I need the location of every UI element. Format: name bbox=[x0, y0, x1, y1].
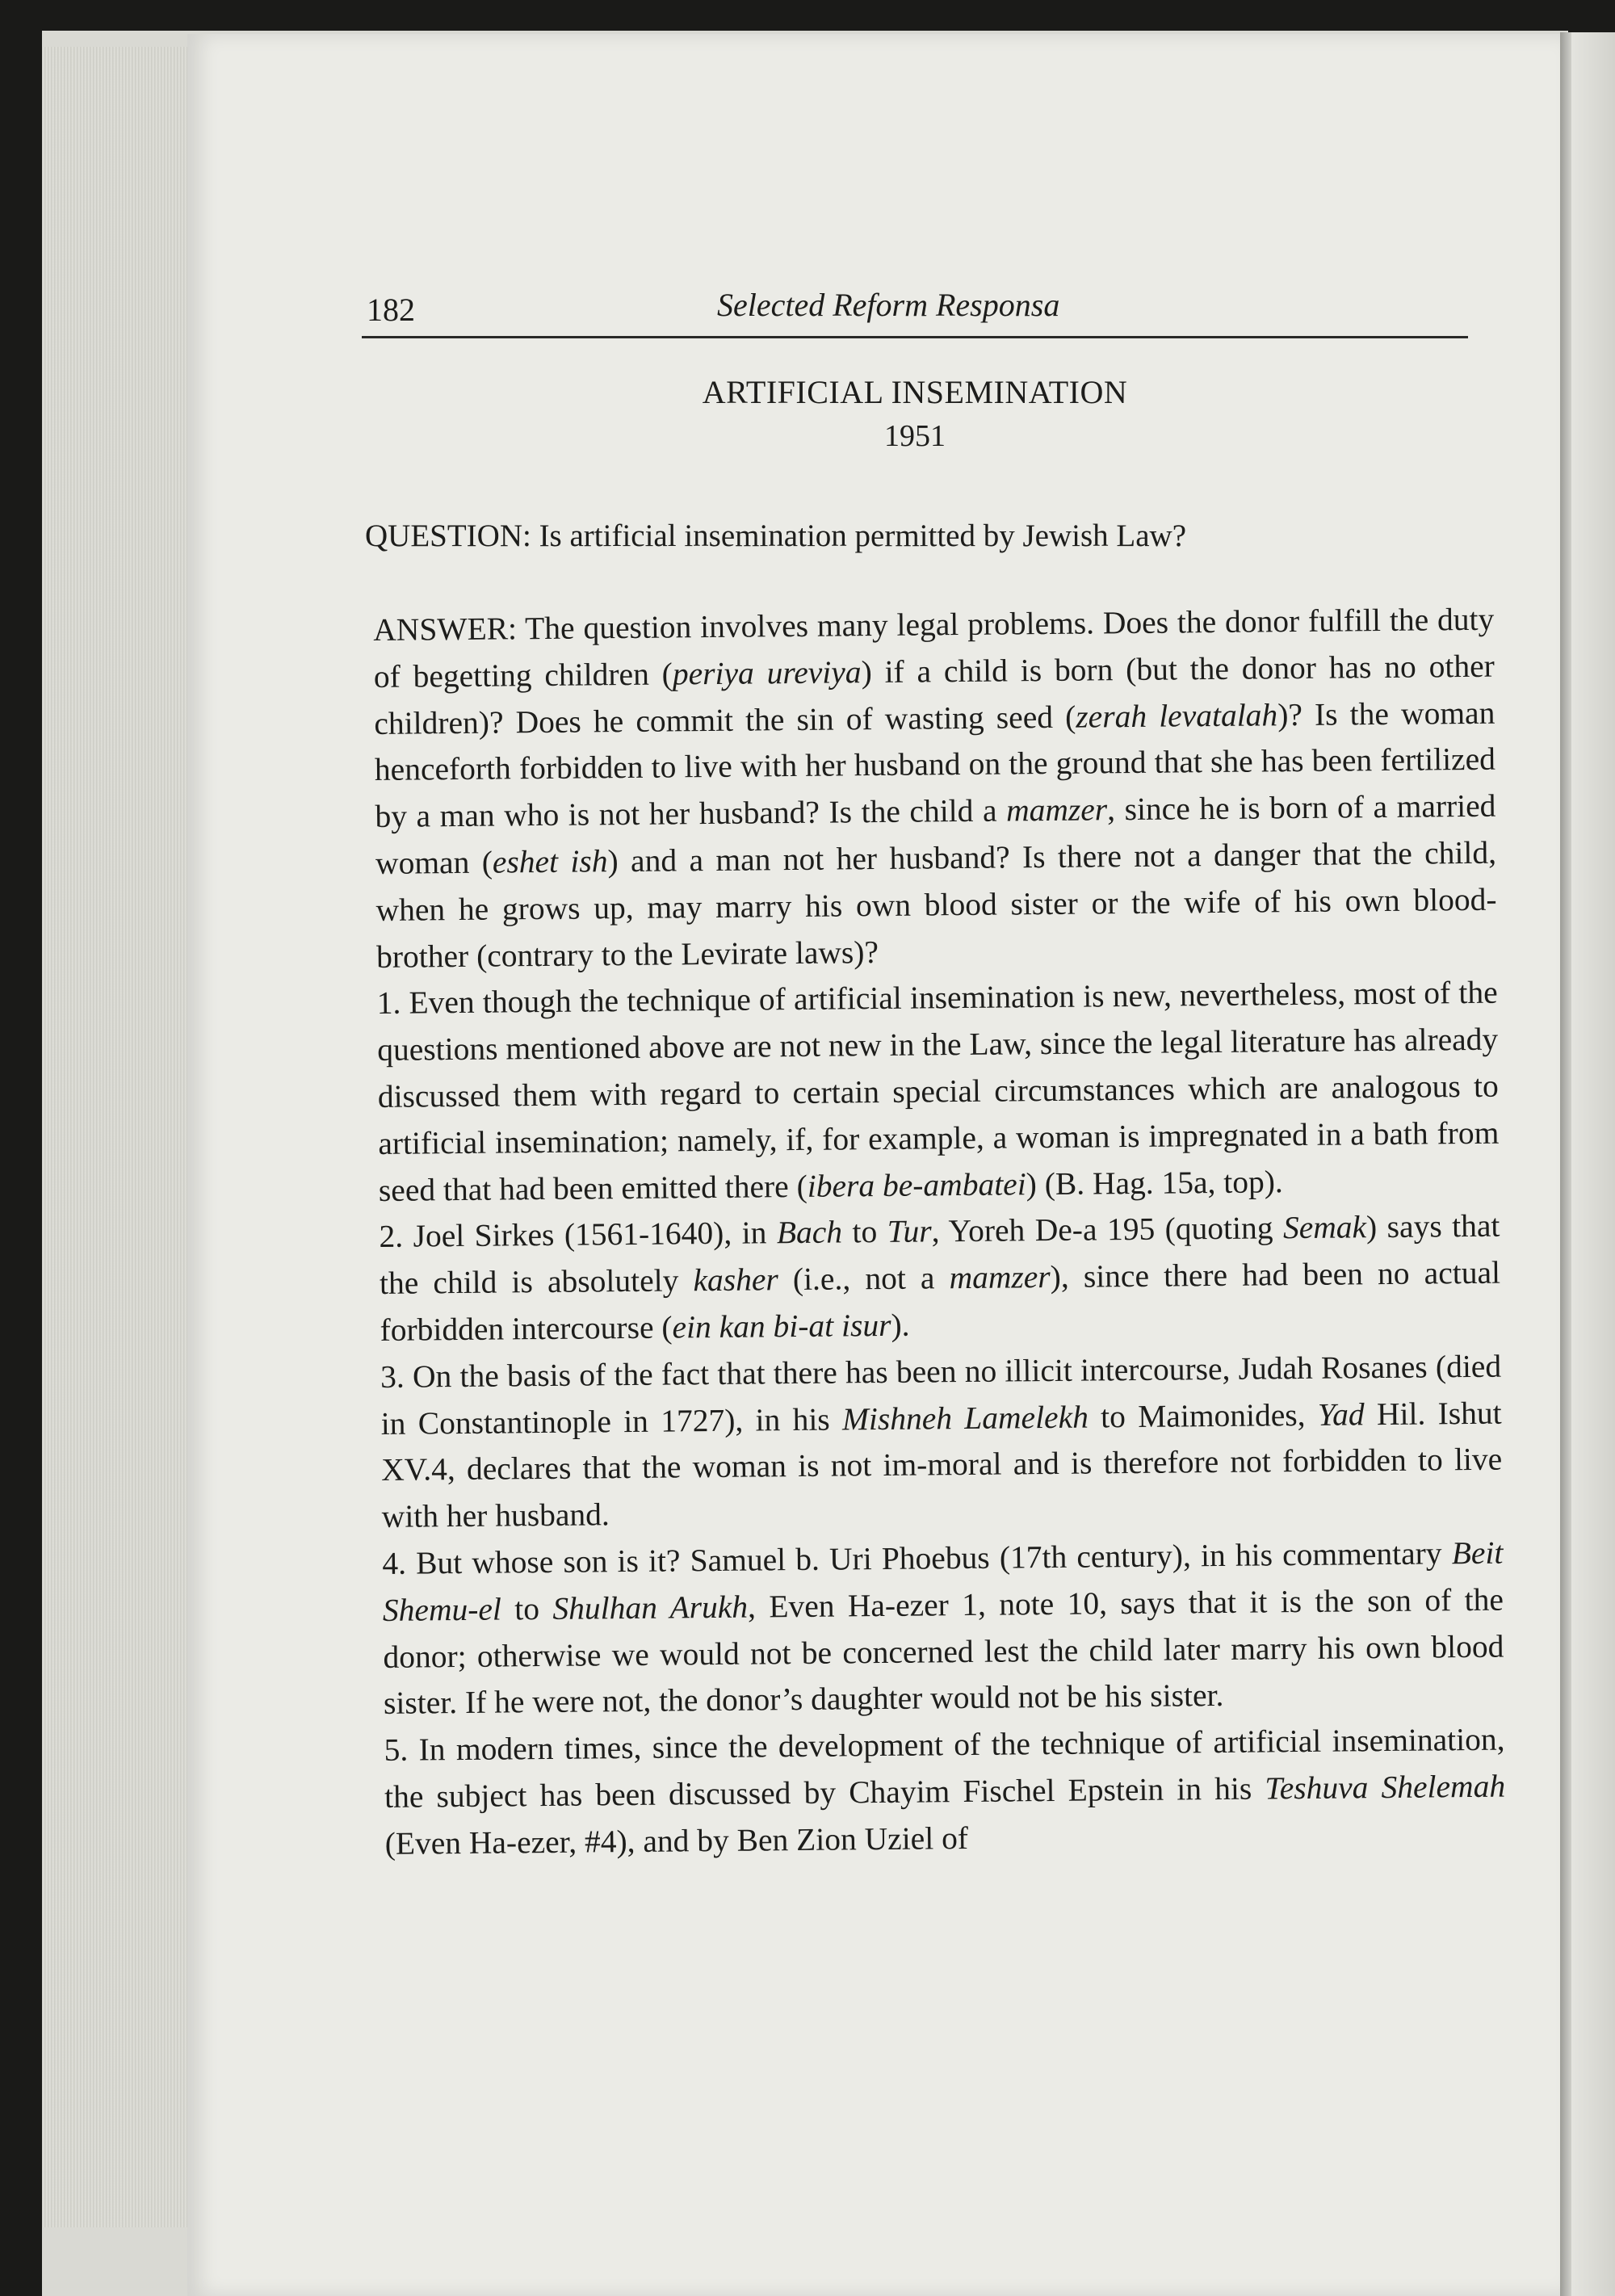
numbered-point-5 bbox=[384, 1717, 1506, 1868]
italic-term: zerah levatalah bbox=[1076, 696, 1278, 735]
text-run: )? Is the woman henceforth forbidden to live with her husband on the ground that she has been fertilized by a man who is not her husband? Is the child a bbox=[374, 695, 1496, 835]
numbered-point-1 bbox=[376, 970, 1500, 1214]
page-edges bbox=[42, 47, 203, 2227]
text-run: 1. Even though the technique of artificial insemination is new, nevertheless, most of the questions mentioned above are not new in the Law, since the legal literature has already discussed them with regard to certain special circumstances which are analogous to artificial insemination; namely, if, for example, a woman is impregnated in a bath from seed that had been emitted there ( bbox=[376, 975, 1500, 1208]
italic-term: Tur bbox=[887, 1213, 932, 1250]
question-text: : Is artificial insemination permitted by Jewish Law? bbox=[522, 518, 1187, 553]
answer-body bbox=[373, 597, 1506, 1868]
text-run: (Even Ha-ezer, #4), and by Ben Zion Uziel of bbox=[384, 1820, 969, 1862]
text-run: , since he is born of a married woman ( bbox=[375, 787, 1496, 881]
italic-term: ein kan bi-at isur bbox=[672, 1307, 891, 1345]
italic-term: Semak bbox=[1282, 1209, 1367, 1246]
text-run: Hil. Ishut XV.4, declares that the woman is not im-moral and is therefore not forbidden to live with her husband. bbox=[381, 1395, 1503, 1535]
text-run: : The question involves many legal problems. Does the donor fulfill the duty of begetting children ( bbox=[373, 601, 1495, 695]
running-title: Selected Reform Responsa bbox=[717, 287, 1060, 323]
question-label: QUESTION bbox=[365, 518, 522, 553]
text-run: ), since there had been no actual forbidden intercourse ( bbox=[380, 1254, 1501, 1348]
text-run: to bbox=[501, 1590, 553, 1627]
page-header bbox=[362, 286, 1468, 338]
italic-term: ibera be-ambatei bbox=[807, 1165, 1026, 1204]
page-number: 182 bbox=[367, 292, 415, 328]
text-run: 4. But whose son is it? Samuel b. Uri Phoebus (17th century), in his commentary bbox=[382, 1535, 1452, 1581]
article-title: ARTIFICIAL INSEMINATION bbox=[702, 374, 1128, 410]
text-run: to Maimonides, bbox=[1088, 1396, 1319, 1435]
text-run: 2. Joel Sirkes (1561-1640), in bbox=[379, 1215, 778, 1255]
text-run: ) says that the child is absolutely bbox=[379, 1208, 1500, 1302]
italic-term: Beit Shemu-el bbox=[382, 1534, 1504, 1628]
text-run: (i.e., not a bbox=[778, 1260, 950, 1298]
italic-term: periya ureviya bbox=[672, 653, 862, 692]
italic-term: Yad bbox=[1317, 1396, 1365, 1433]
text-run: , Yoreh De-a 195 (quoting bbox=[931, 1210, 1284, 1249]
text-run: ). bbox=[891, 1307, 910, 1343]
italic-term: Shulhan Arukh bbox=[552, 1589, 749, 1627]
italic-term: Teshuva Shelemah bbox=[1265, 1768, 1506, 1807]
italic-term: eshet ish bbox=[492, 843, 608, 880]
text-run: 3. On the basis of the fact that there has been no illicit intercourse, Judah Rosanes (died in Constantinople in 1727), in his bbox=[380, 1348, 1502, 1442]
numbered-point-4 bbox=[382, 1530, 1504, 1728]
question-paragraph bbox=[365, 513, 1471, 560]
text-run: ) and a man not her husband? Is there not a danger that the child, when he grows up, may marry his own blood sister or the wife of his own blood- brother (contrary to the Levirate laws)? bbox=[375, 834, 1497, 975]
text-run: ) (B. Hag. 15a, top). bbox=[1026, 1163, 1283, 1202]
italic-term: Bach bbox=[776, 1214, 843, 1251]
text-run: ) if a child is born (but the donor has no other children)? Does he commit the sin of wasting seed ( bbox=[374, 648, 1495, 741]
adjacent-page bbox=[1571, 32, 1615, 2296]
text-run: to bbox=[841, 1214, 887, 1250]
gutter-shadow bbox=[1560, 32, 1571, 2296]
text-run: , Even Ha-ezer 1, note 10, says that it is the son of the donor; otherwise we would not be concerned lest the child later marry his own blood sister. If he were not, the donor’s daughter would not be his sister. bbox=[383, 1581, 1504, 1722]
italic-term: kasher bbox=[693, 1261, 779, 1299]
numbered-point-3 bbox=[380, 1343, 1503, 1541]
text-run: 5. In modern times, since the development of the technique of artificial insemination, the subject has been discussed by Chayim Fischel Epstein in his bbox=[384, 1721, 1505, 1815]
italic-term: Mishneh Lamelekh bbox=[841, 1399, 1089, 1438]
answer-paragraph bbox=[373, 597, 1497, 981]
italic-term: mamzer bbox=[949, 1259, 1051, 1296]
italic-term: mamzer bbox=[1005, 791, 1108, 829]
article-year: 1951 bbox=[884, 419, 946, 453]
numbered-point-2 bbox=[379, 1203, 1501, 1354]
answer-label: ANSWER bbox=[373, 611, 509, 648]
